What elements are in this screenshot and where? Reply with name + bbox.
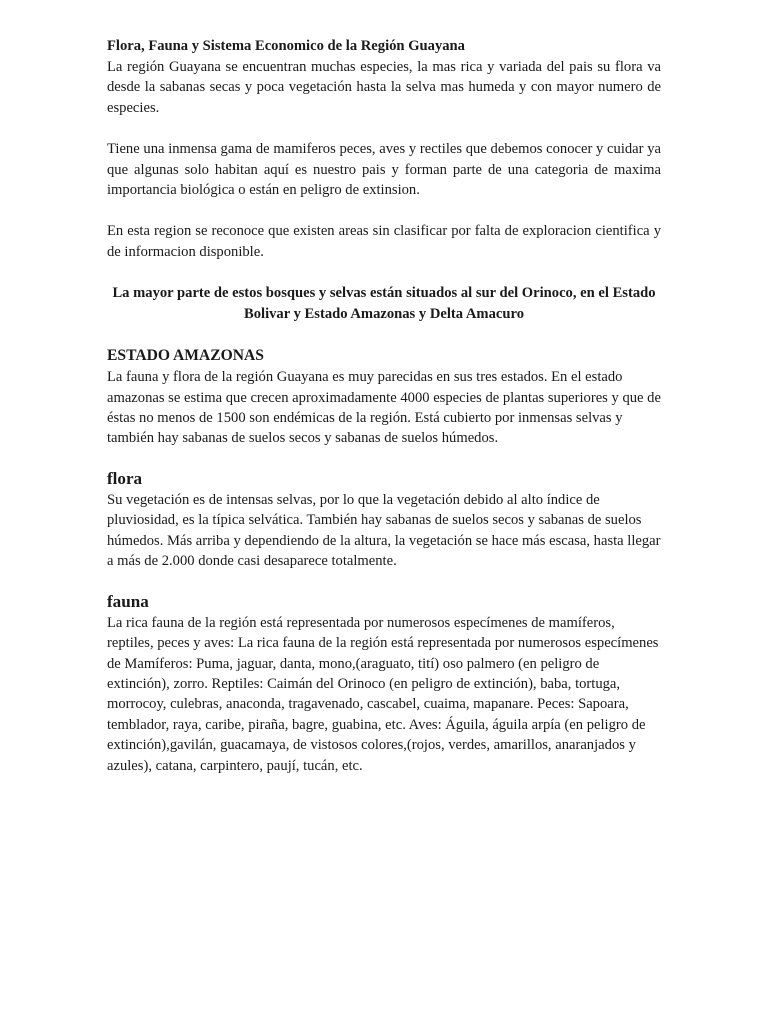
document-page xyxy=(107,36,661,776)
fauna-paragraph: La rica fauna de la región está representada por numerosos especímenes de mamíferos, reptiles, peces y aves: La rica fauna de la región está representada por numerosos especímenes de Mamíferos: Puma, jaguar, danta, mono,(araguato, tití) oso palmero (en peligro de extinción), zorro. Reptiles: Caimán del Orinoco (en peligro de extinción), baba, tortuga, morrocoy, culebras, anaconda, tragavenado, cascabel, cuaima, mapanare. Peces: Sapoara, temblador, raya, caribe, piraña, bagre, guabina, etc. Aves: Águila, águila arpía (en peligro de extinción),gavilán, guacamaya, de vistosos colores,(rojos, verdes, amarillos, anaranjados y azules), catana, carpintero, paují, tucán, etc. xyxy=(107,614,659,774)
flora-heading: flora xyxy=(107,469,143,489)
amazonas-intro-paragraph: La fauna y flora de la región Guayana es muy parecidas en sus tres estados. En el estado amazonas se estima que crecen aproximadamente 4000 especies de plantas superiores y que de éstas no menos de 1500 son endémicas de la región. Está cubierto por inmensas selvas y también hay sabanas de suelos secos y sabanas de suelos húmedos. xyxy=(107,369,661,447)
intro-paragraph-2: Tiene una inmensa gama de mamiferos peces, aves y rectiles que debemos conocer y cuidar ya que algunas solo habitan aquí es nuestro pais y forman parte de una categoria de maxima importancia biológica o están en peligro de extinsion. xyxy=(107,140,661,199)
fauna-heading: fauna xyxy=(107,592,149,612)
section-heading-amazonas: ESTADO AMAZONAS xyxy=(107,347,264,365)
intro-paragraph-3: En esta region se reconoce que existen areas sin clasificar por falta de exploracion cientifica y de informacion disponible. xyxy=(107,223,661,260)
document-title: Flora, Fauna y Sistema Economico de la Región Guayana xyxy=(107,38,465,54)
highlight-statement: La mayor parte de estos bosques y selvas están situados al sur del Orinoco, en el Estado Bolivar y Estado Amazonas y Delta Amacuro xyxy=(112,285,656,323)
intro-paragraph-1: La región Guayana se encuentran muchas especies, la mas rica y variada del pais su flora va desde la sabanas secas y poca vegetación hasta la selva mas humeda y con mayor numero de especies. xyxy=(107,58,661,116)
flora-paragraph: Su vegetación es de intensas selvas, por lo que la vegetación debido al alto índice de pluviosidad, es la típica selvática. También hay sabanas de suelos secos y sabanas de suelos húmedos. Más arriba y dependiendo de la altura, la vegetación se hace más escasa, hasta llegar a más de 2.000 donde casi desaparece totalmente. xyxy=(107,491,661,570)
